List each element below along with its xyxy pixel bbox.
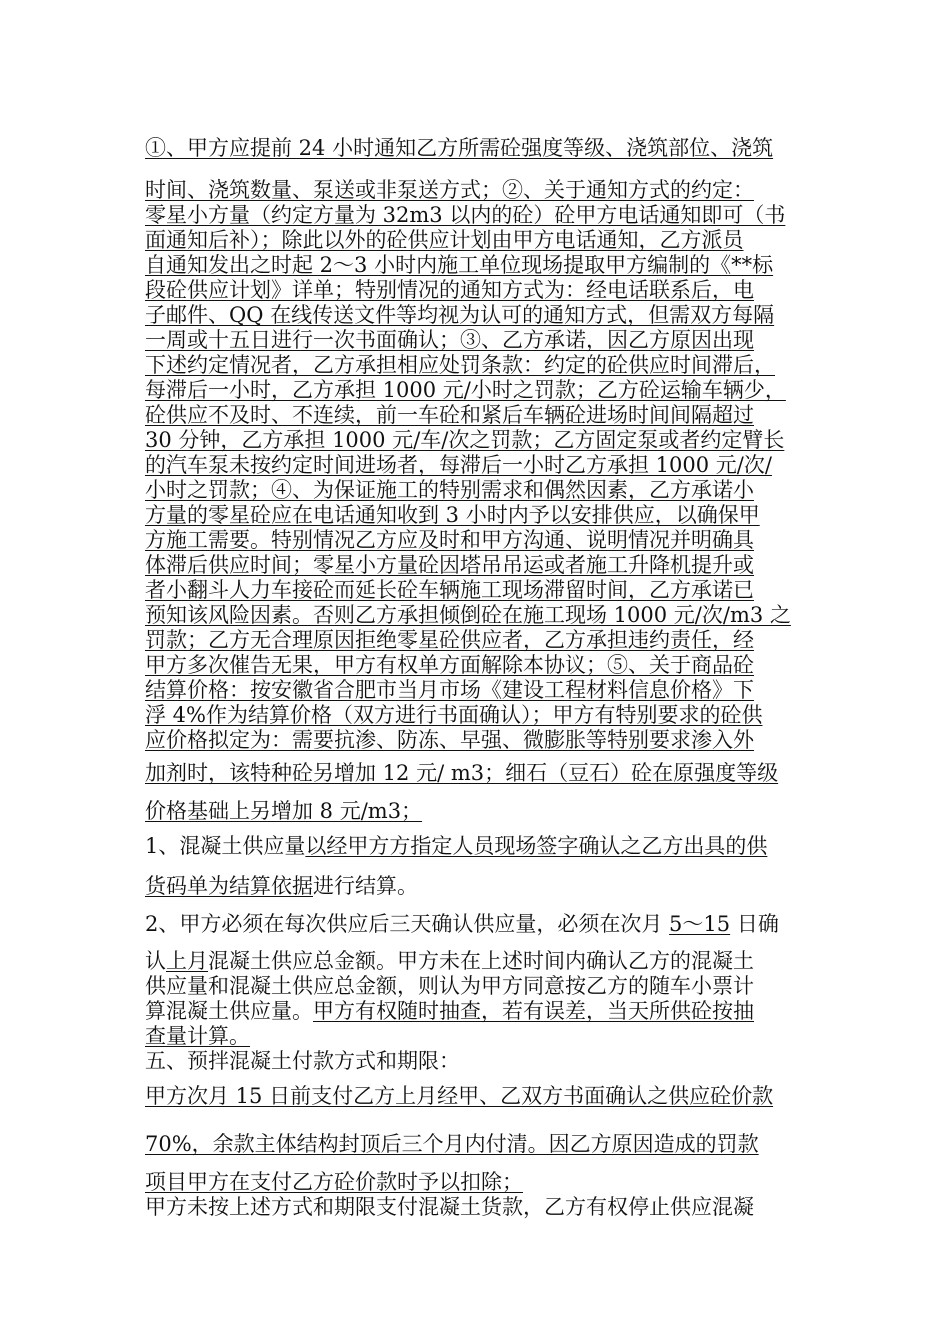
text-line: 应价格拟定为：需要抗渗、防冻、早强、微膨胀等特别要求渗入外	[145, 728, 754, 752]
text-line: 结算价格：按安徽省合肥市当月市场《建设工程材料信息价格》下	[145, 678, 754, 702]
text-line: 甲方未按上述方式和期限支付混凝土货款，乙方有权停止供应混凝	[145, 1195, 754, 1219]
clause-1-line: 1、混凝土供应量以经甲方方指定人员现场签字确认之乙方出具的供	[145, 834, 768, 858]
text-line: 体滞后供应时间；零星小方量砼因塔吊吊运或者施工升降机提升或	[145, 553, 754, 577]
text-line: 下述约定情况者，乙方承担相应处罚条款：约定的砼供应时间滞后，	[145, 353, 775, 377]
text-line: 面通知后补）；除此以外的砼供应计划由甲方电话通知，乙方派员	[145, 228, 744, 252]
text-line: 的汽车泵未按约定时间进场者，每滞后一小时乙方承担 1000 元/次/	[145, 453, 772, 477]
text-line: 一周或十五日进行一次书面确认；③、乙方承诺，因乙方原因出现	[145, 328, 754, 352]
text-line: 预知该风险因素。否则乙方承担倾倒砼在施工现场 1000 元/次/m3 之	[145, 603, 791, 627]
text-line: 砼供应不及时、不连续，前一车砼和紧后车辆砼进场时间间隔超过	[145, 403, 754, 427]
text-line: 者小翻斗人力车接砼而延长砼车辆施工现场滞留时间，乙方承诺已	[145, 578, 754, 602]
text-line: 甲方多次催告无果，甲方有权单方面解除本协议；⑤、关于商品砼	[145, 653, 754, 677]
text-line: 查量计算。	[145, 1024, 250, 1048]
text-line: 每滞后一小时，乙方承担 1000 元/小时之罚款；乙方砼运输车辆少，	[145, 378, 786, 402]
clause-2-line: 算混凝土供应量。甲方有权随时抽查，若有误差，当天所供砼按抽	[145, 999, 754, 1023]
text-line: 价格基础上另增加 8 元/m3；	[145, 799, 423, 823]
text-line: 浮 4%作为结算价格（双方进行书面确认）；甲方有特别要求的砼供	[145, 703, 763, 727]
text-line: 子邮件、QQ 在线传送文件等均视为认可的通知方式，但需双方每隔	[145, 303, 775, 327]
text-line: 罚款；乙方无合理原因拒绝零星砼供应者，乙方承担违约责任，经	[145, 628, 754, 652]
text-line: 方施工需要。特别情况乙方应及时和甲方沟通、说明情况并明确具	[145, 528, 754, 552]
clause-2-line: 2、甲方必须在每次供应后三天确认供应量，必须在次月 5～15 日确	[145, 912, 779, 936]
text-line: 段砼供应计划》详单；特别情况的通知方式为：经电话联系后，电	[145, 278, 754, 302]
text-line: 零星小方量（约定方量为 32m3 以内的砼）砼甲方电话通知即可（书	[145, 203, 786, 227]
text-line: 小时之罚款；④、为保证施工的特别需求和偶然因素，乙方承诺小	[145, 478, 754, 502]
text-line: 供应量和混凝土供应总金额，则认为甲方同意按乙方的随车小票计	[145, 974, 754, 998]
section-heading: 五、预拌混凝土付款方式和期限：	[145, 1049, 460, 1073]
text-line: 30 分钟，乙方承担 1000 元/车/次之罚款；乙方固定泵或者约定臂长	[145, 428, 785, 452]
text-line: ①、甲方应提前 24 小时通知乙方所需砼强度等级、浇筑部位、浇筑	[145, 136, 774, 160]
text-line: 方量的零星砼应在电话通知收到 3 小时内予以安排供应，以确保甲	[145, 503, 760, 527]
clause-2-line: 认上月混凝土供应总金额。甲方未在上述时间内确认乙方的混凝土	[145, 949, 754, 973]
text-line: 甲方次月 15 日前支付乙方上月经甲、乙双方书面确认之供应砼价款	[145, 1084, 774, 1108]
text-line: 自通知发出之时起 2～3 小时内施工单位现场提取甲方编制的《**标	[145, 253, 774, 277]
text-line: 70%，余款主体结构封顶后三个月内付清。因乙方原因造成的罚款	[145, 1132, 759, 1156]
text-line: 加剂时，该特种砼另增加 12 元/ m3；细石（豆石）砼在原强度等级	[145, 761, 779, 785]
clause-1-line: 货码单为结算依据进行结算。	[145, 874, 418, 898]
text-line: 项目甲方在支付乙方砼价款时予以扣除；	[145, 1170, 523, 1194]
text-line: 时间、浇筑数量、泵送或非泵送方式；②、关于通知方式的约定：	[145, 178, 754, 202]
